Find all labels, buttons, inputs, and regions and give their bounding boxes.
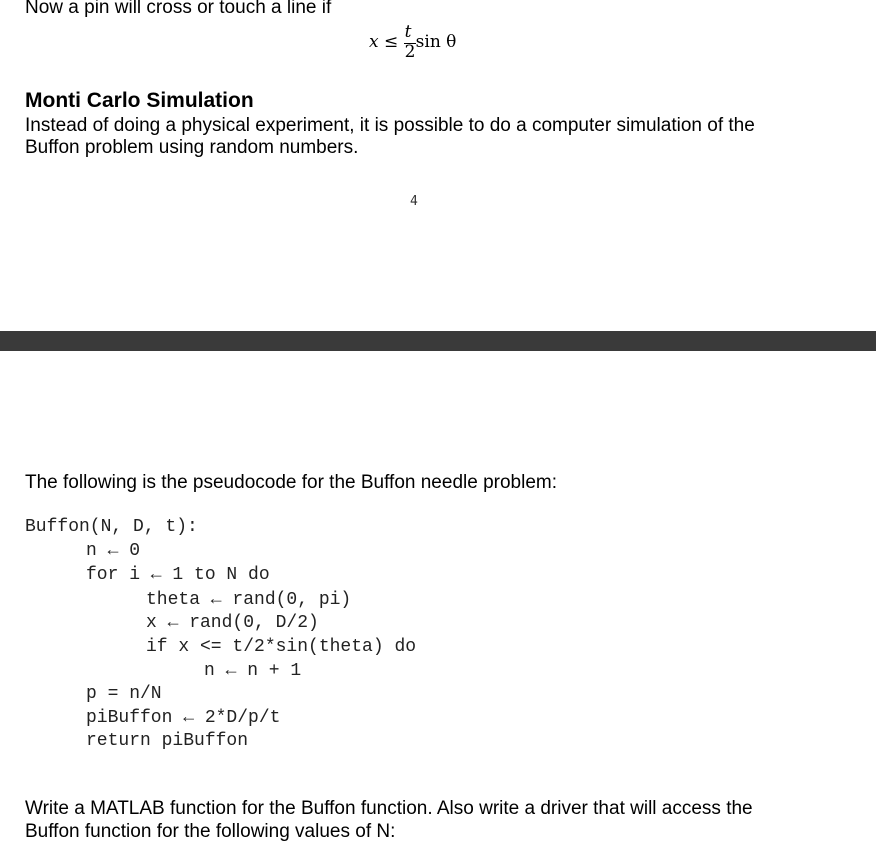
code-line: x ← rand(0, D/2) <box>146 613 319 633</box>
intro-line: Now a pin will cross or touch a line if <box>25 0 332 18</box>
section-body-line-1: Instead of doing a physical experiment, it is possible to do a computer simulation of the <box>25 115 755 136</box>
code-line: return piBuffon <box>86 731 249 751</box>
code-line: piBuffon ← 2*D/p/t <box>86 708 281 728</box>
page-break-divider <box>0 331 876 351</box>
code-line: if x <= t/2*sin(theta) do <box>146 637 417 657</box>
code-line: n ← n + 1 <box>204 661 302 681</box>
formula-leq: ≤ <box>384 32 399 52</box>
formula-numerator: t <box>404 21 412 42</box>
page-number: 4 <box>410 194 418 209</box>
formula-x: x <box>369 32 379 52</box>
formula-fraction <box>404 23 416 63</box>
code-line: for i ← 1 to N do <box>86 565 270 585</box>
pseudocode-intro: The following is the pseudocode for the Buffon needle problem: <box>25 472 557 493</box>
task-line-1: Write a MATLAB function for the Buffon function. Also write a driver that will access the <box>25 798 753 819</box>
crossing-condition-formula <box>369 22 456 62</box>
code-line: p = n/N <box>86 684 162 704</box>
section-body-line-2: Buffon problem using random numbers. <box>25 137 359 158</box>
formula-trig: sin θ <box>415 32 457 52</box>
code-line: theta ← rand(0, pi) <box>146 590 352 610</box>
code-line: Buffon(N, D, t): <box>25 517 198 537</box>
section-title: Monti Carlo Simulation <box>25 89 254 112</box>
task-line-2: Buffon function for the following values of N: <box>25 821 396 842</box>
formula-denominator: 2 <box>404 41 416 62</box>
code-line: n ← 0 <box>86 541 141 561</box>
